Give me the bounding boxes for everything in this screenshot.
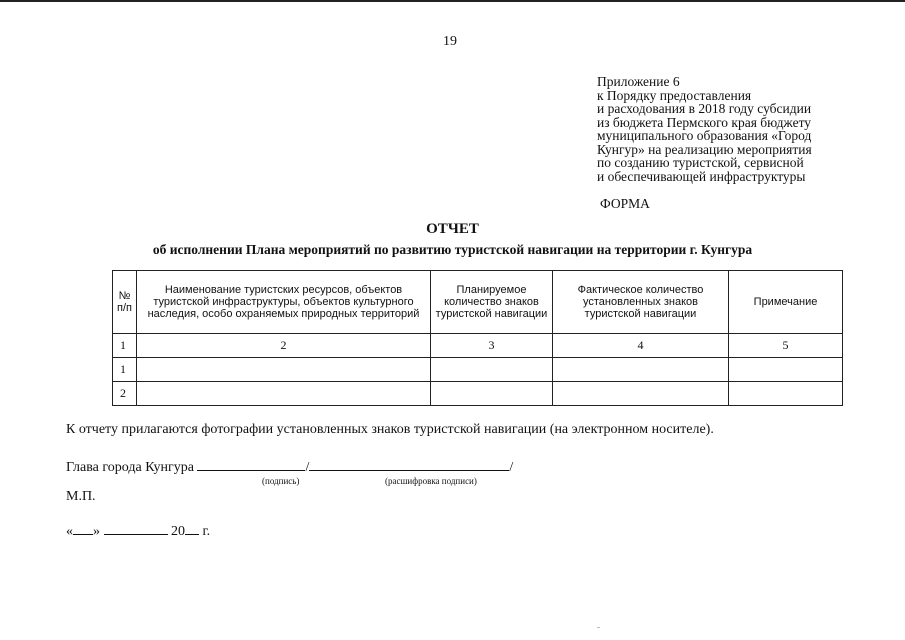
signature-slash-end: /	[509, 460, 514, 475]
signature-line	[66, 458, 513, 476]
date-year-suffix: г.	[199, 524, 211, 539]
signature-field	[197, 458, 305, 471]
table-cell	[137, 382, 431, 406]
scan-speck	[597, 627, 600, 628]
table-header-row	[113, 271, 843, 334]
table-index-row	[113, 334, 843, 358]
date-day-field	[73, 522, 93, 535]
table-cell	[729, 358, 843, 382]
date-year-field	[185, 522, 199, 535]
table-cell	[553, 358, 729, 382]
table-cell: 5	[729, 334, 843, 358]
date-close-quote: »	[93, 524, 100, 539]
report-title: ОТЧЕТ	[426, 221, 479, 237]
table-cell: 1	[113, 358, 137, 382]
date-month-field	[104, 522, 168, 535]
table-cell	[137, 358, 431, 382]
table-cell: 2	[113, 382, 137, 406]
report-table	[112, 270, 843, 406]
signature-slash: /	[305, 460, 310, 475]
signature-decode-field	[309, 458, 509, 471]
annex-header: Приложение 6 к Порядку предоставления и расходования в 2018 году субсидии из бюджета Пермского края бюджету муниципального образования «Город Кунгур» на реализацию мероприятия по созданию туристской, сервисной и обеспечивающей инфраструктуры	[597, 74, 812, 184]
col-header-remark: Примечание	[729, 271, 843, 334]
col-header-resource-name: Наименование туристских ресурсов, объектов туристской инфраструктуры, объектов культурного наследия, особо охраняемых природных территорий	[137, 271, 431, 334]
table-cell: 4	[553, 334, 729, 358]
page-number: 19	[443, 34, 457, 49]
table-cell	[553, 382, 729, 406]
stamp-place-label: М.П.	[66, 489, 96, 504]
col-header-planned-signs: Планируемое количество знаков туристской навигации	[431, 271, 553, 334]
col-header-actual-signs: Фактическое количество установленных знаков туристской навигации	[553, 271, 729, 334]
table-cell	[431, 358, 553, 382]
signature-caption: (подпись)	[262, 476, 300, 486]
attachment-note: К отчету прилагаются фотографии установленных знаков туристской навигации (на электронном носителе).	[66, 422, 714, 437]
signature-label: Глава города Кунгура	[66, 460, 194, 475]
table-cell	[431, 382, 553, 406]
date-line	[66, 522, 210, 540]
form-label: ФОРМА	[600, 196, 650, 211]
table-cell	[729, 382, 843, 406]
table-cell: 3	[431, 334, 553, 358]
table-row	[113, 358, 843, 382]
col-header-number: № п/п	[113, 271, 137, 334]
table-cell: 1	[113, 334, 137, 358]
signature-decode-caption: (расшифровка подписи)	[385, 476, 477, 486]
top-border-line	[0, 0, 905, 2]
date-open-quote: «	[66, 524, 73, 539]
report-subtitle: об исполнении Плана мероприятий по развитию туристской навигации на территории г. Кунгура	[152, 242, 753, 257]
table-row	[113, 382, 843, 406]
table-cell: 2	[137, 334, 431, 358]
date-year-prefix: 20	[171, 524, 185, 539]
